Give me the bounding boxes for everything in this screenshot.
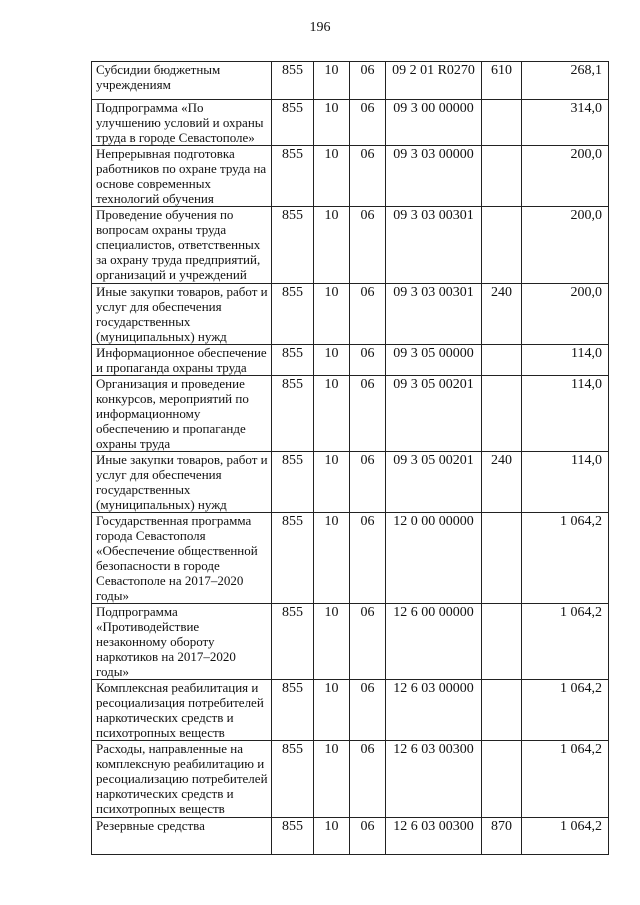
row-name-cell: Непрерывная подготовка работников по охране труда на основе современных технологий обучения <box>92 146 272 207</box>
target-article-cell: 09 3 03 00000 <box>386 146 482 207</box>
expense-type-cell: 240 <box>482 284 522 345</box>
row-name-cell: Информационное обеспечение и пропаганда охраны труда <box>92 345 272 376</box>
amount-cell: 1 064,2 <box>522 818 609 855</box>
subsection-code-cell: 06 <box>350 818 386 855</box>
section-code-cell: 10 <box>314 207 350 284</box>
expense-type-cell <box>482 376 522 452</box>
expense-type-cell <box>482 146 522 207</box>
section-code-cell: 10 <box>314 680 350 741</box>
section-code-cell: 10 <box>314 741 350 818</box>
admin-code-cell: 855 <box>272 100 314 146</box>
subsection-code-cell: 06 <box>350 345 386 376</box>
target-article-cell: 12 0 00 00000 <box>386 513 482 604</box>
admin-code-cell: 855 <box>272 818 314 855</box>
table-row <box>92 680 609 741</box>
target-article-cell: 09 2 01 R0270 <box>386 62 482 100</box>
expense-type-cell <box>482 604 522 680</box>
table-row <box>92 284 609 345</box>
admin-code-cell: 855 <box>272 376 314 452</box>
admin-code-cell: 855 <box>272 207 314 284</box>
row-name-cell: Резервные средства <box>92 818 272 855</box>
section-code-cell: 10 <box>314 345 350 376</box>
section-code-cell: 10 <box>314 818 350 855</box>
table-row <box>92 207 609 284</box>
row-name-cell: Организация и проведение конкурсов, мероприятий по информационному обеспечению и пропаганде охраны труда <box>92 376 272 452</box>
row-name-cell: Субсидии бюджетным учреждениям <box>92 62 272 100</box>
budget-table-body <box>92 62 609 855</box>
row-name-cell: Иные закупки товаров, работ и услуг для обеспечения государственных (муниципальных) нужд <box>92 452 272 513</box>
amount-cell: 1 064,2 <box>522 604 609 680</box>
section-code-cell: 10 <box>314 284 350 345</box>
amount-cell: 200,0 <box>522 284 609 345</box>
amount-cell: 114,0 <box>522 452 609 513</box>
section-code-cell: 10 <box>314 452 350 513</box>
target-article-cell: 12 6 03 00000 <box>386 680 482 741</box>
admin-code-cell: 855 <box>272 680 314 741</box>
expense-type-cell <box>482 207 522 284</box>
section-code-cell: 10 <box>314 100 350 146</box>
subsection-code-cell: 06 <box>350 207 386 284</box>
expense-type-cell <box>482 741 522 818</box>
target-article-cell: 09 3 05 00000 <box>386 345 482 376</box>
subsection-code-cell: 06 <box>350 100 386 146</box>
amount-cell: 200,0 <box>522 207 609 284</box>
target-article-cell: 12 6 03 00300 <box>386 818 482 855</box>
table-row <box>92 741 609 818</box>
expense-type-cell <box>482 680 522 741</box>
amount-cell: 268,1 <box>522 62 609 100</box>
table-row <box>92 146 609 207</box>
admin-code-cell: 855 <box>272 146 314 207</box>
amount-cell: 200,0 <box>522 146 609 207</box>
amount-cell: 114,0 <box>522 345 609 376</box>
target-article-cell: 12 6 00 00000 <box>386 604 482 680</box>
admin-code-cell: 855 <box>272 345 314 376</box>
subsection-code-cell: 06 <box>350 452 386 513</box>
target-article-cell: 09 3 03 00301 <box>386 207 482 284</box>
admin-code-cell: 855 <box>272 513 314 604</box>
table-row <box>92 376 609 452</box>
section-code-cell: 10 <box>314 604 350 680</box>
section-code-cell: 10 <box>314 146 350 207</box>
admin-code-cell: 855 <box>272 284 314 345</box>
target-article-cell: 09 3 00 00000 <box>386 100 482 146</box>
admin-code-cell: 855 <box>272 62 314 100</box>
expense-type-cell <box>482 513 522 604</box>
expense-type-cell: 610 <box>482 62 522 100</box>
subsection-code-cell: 06 <box>350 604 386 680</box>
amount-cell: 1 064,2 <box>522 680 609 741</box>
table-row <box>92 818 609 855</box>
table-row <box>92 452 609 513</box>
subsection-code-cell: 06 <box>350 741 386 818</box>
expense-type-cell: 870 <box>482 818 522 855</box>
row-name-cell: Иные закупки товаров, работ и услуг для обеспечения государственных (муниципальных) нужд <box>92 284 272 345</box>
subsection-code-cell: 06 <box>350 513 386 604</box>
section-code-cell: 10 <box>314 62 350 100</box>
target-article-cell: 12 6 03 00300 <box>386 741 482 818</box>
table-row <box>92 62 609 100</box>
row-name-cell: Подпрограмма «Противодействие незаконному обороту наркотиков на 2017–2020 годы» <box>92 604 272 680</box>
target-article-cell: 09 3 05 00201 <box>386 452 482 513</box>
target-article-cell: 09 3 05 00201 <box>386 376 482 452</box>
subsection-code-cell: 06 <box>350 376 386 452</box>
row-name-cell: Проведение обучения по вопросам охраны труда специалистов, ответственных за охрану труда предприятий, организаций и учреждений <box>92 207 272 284</box>
amount-cell: 1 064,2 <box>522 513 609 604</box>
subsection-code-cell: 06 <box>350 146 386 207</box>
page-number: 196 <box>309 20 331 35</box>
table-row <box>92 100 609 146</box>
subsection-code-cell: 06 <box>350 284 386 345</box>
row-name-cell: Государственная программа города Севастополя «Обеспечение общественной безопасности в городе Севастополе на 2017–2020 годы» <box>92 513 272 604</box>
admin-code-cell: 855 <box>272 741 314 818</box>
section-code-cell: 10 <box>314 513 350 604</box>
expense-type-cell: 240 <box>482 452 522 513</box>
amount-cell: 314,0 <box>522 100 609 146</box>
amount-cell: 1 064,2 <box>522 741 609 818</box>
subsection-code-cell: 06 <box>350 62 386 100</box>
target-article-cell: 09 3 03 00301 <box>386 284 482 345</box>
row-name-cell: Подпрограмма «По улучшению условий и охраны труда в городе Севастополе» <box>92 100 272 146</box>
row-name-cell: Расходы, направленные на комплексную реабилитацию и ресоциализацию потребителей наркотических средств и психотропных веществ <box>92 741 272 818</box>
table-row <box>92 513 609 604</box>
subsection-code-cell: 06 <box>350 680 386 741</box>
expense-type-cell <box>482 100 522 146</box>
admin-code-cell: 855 <box>272 452 314 513</box>
table-row <box>92 604 609 680</box>
table-row <box>92 345 609 376</box>
expense-type-cell <box>482 345 522 376</box>
admin-code-cell: 855 <box>272 604 314 680</box>
amount-cell: 114,0 <box>522 376 609 452</box>
row-name-cell: Комплексная реабилитация и ресоциализация потребителей наркотических средств и психотропных веществ <box>92 680 272 741</box>
budget-table <box>91 61 609 855</box>
section-code-cell: 10 <box>314 376 350 452</box>
